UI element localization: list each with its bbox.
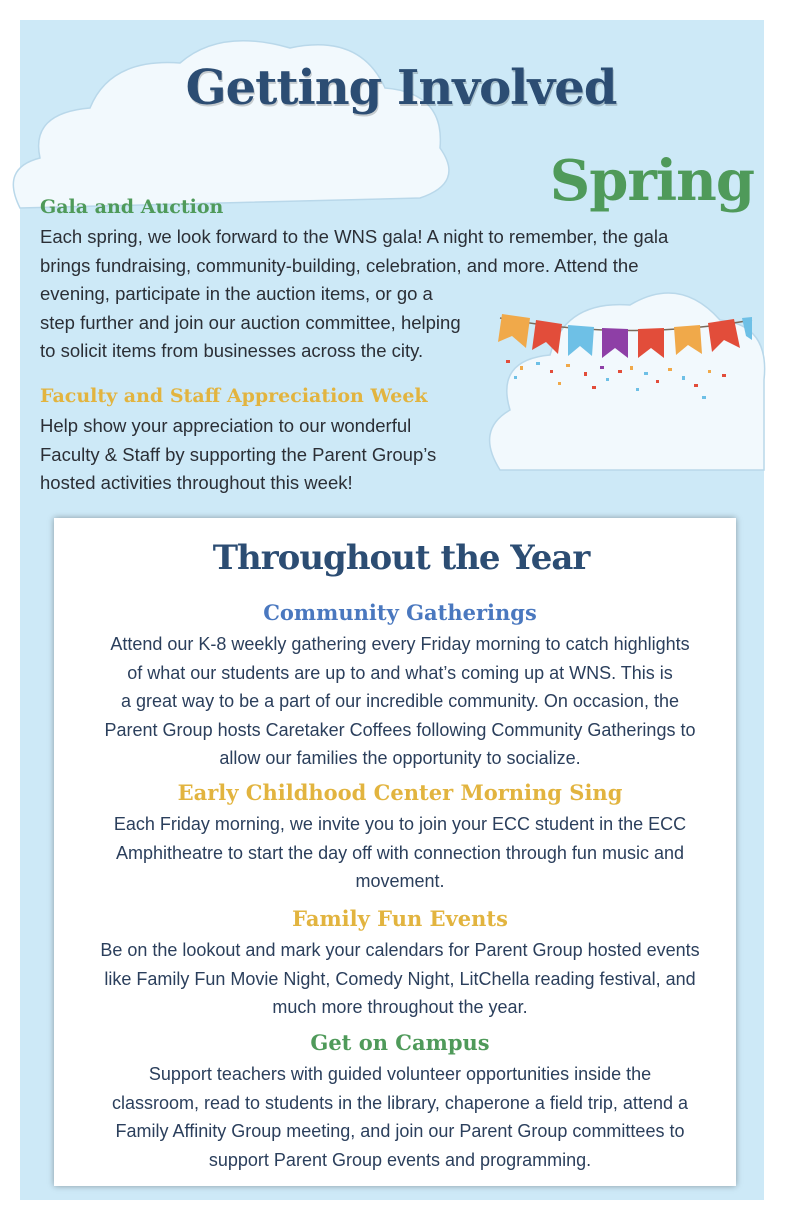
get-on-campus-heading: Get on Campus [310,1030,490,1055]
gala-heading: Gala and Auction [40,196,224,218]
page-title: Getting Involved [185,60,617,116]
text-line: Parent Group hosts Caretaker Coffees following Community Gatherings to [104,719,696,740]
text-line: allow our families the opportunity to socialize. [219,748,581,768]
family-fun-heading: Family Fun Events [292,906,508,931]
text-line: movement. [355,871,445,891]
morning-sing-text [54,810,746,896]
text-line: evening, participate in the auction items, or go a [40,283,433,304]
year-title: Throughout the Year [212,538,590,578]
faculty-text [40,412,436,498]
get-on-campus-text [54,1060,746,1174]
family-fun-text [54,936,746,1022]
season-heading: Spring [549,148,754,214]
text-line: Support teachers with guided volunteer opportunities inside the [148,1064,652,1084]
faculty-heading: Faculty and Staff Appreciation Week [40,385,428,407]
text-line: to solicit items from businesses across the city. [40,340,424,361]
text-line: of what our students are up to and what’s coming up at WNS. This is [127,662,673,683]
text-line: much more throughout the year. [272,997,528,1017]
text-line: Help show your appreciation to our wonderful [40,415,412,436]
community-gatherings-heading: Community Gatherings [263,600,537,625]
text-line: classroom, read to students in the library, chaperone a field trip, attend a [112,1092,688,1113]
text-line: like Family Fun Movie Night, Comedy Night, LitChella reading festival, and [104,968,696,989]
text-line: Amphitheatre to start the day off with connection through fun music and [115,842,684,863]
morning-sing-heading: Early Childhood Center Morning Sing [177,780,623,805]
text-line: Faculty & Staff by supporting the Parent Group’s [40,443,437,465]
text-line: Each spring, we look forward to the WNS gala! A night to remember, the gala [40,226,669,247]
text-line: support Parent Group events and programming. [208,1149,592,1170]
text-line: Each Friday morning, we invite you to join your ECC student in the ECC [113,814,687,834]
text-line: Be on the lookout and mark your calendars for Parent Group hosted events [100,940,700,960]
text-line: Family Affinity Group meeting, and join our Parent Group committees to [115,1121,685,1141]
text-line: Attend our K-8 weekly gathering every Friday morning to catch highlights [110,634,690,654]
bunting-banner-illustration [496,300,756,410]
cloud-illustration-top [0,18,460,218]
text-line: step further and join our auction committee, helping [40,311,461,333]
community-gatherings-text [54,630,746,773]
text-line: brings fundraising, community-building, celebration, and more. Attend the [40,254,639,276]
text-line: a great way to be a part of our incredible community. On occasion, the [121,691,679,711]
text-line: hosted activities throughout this week! [40,472,353,493]
